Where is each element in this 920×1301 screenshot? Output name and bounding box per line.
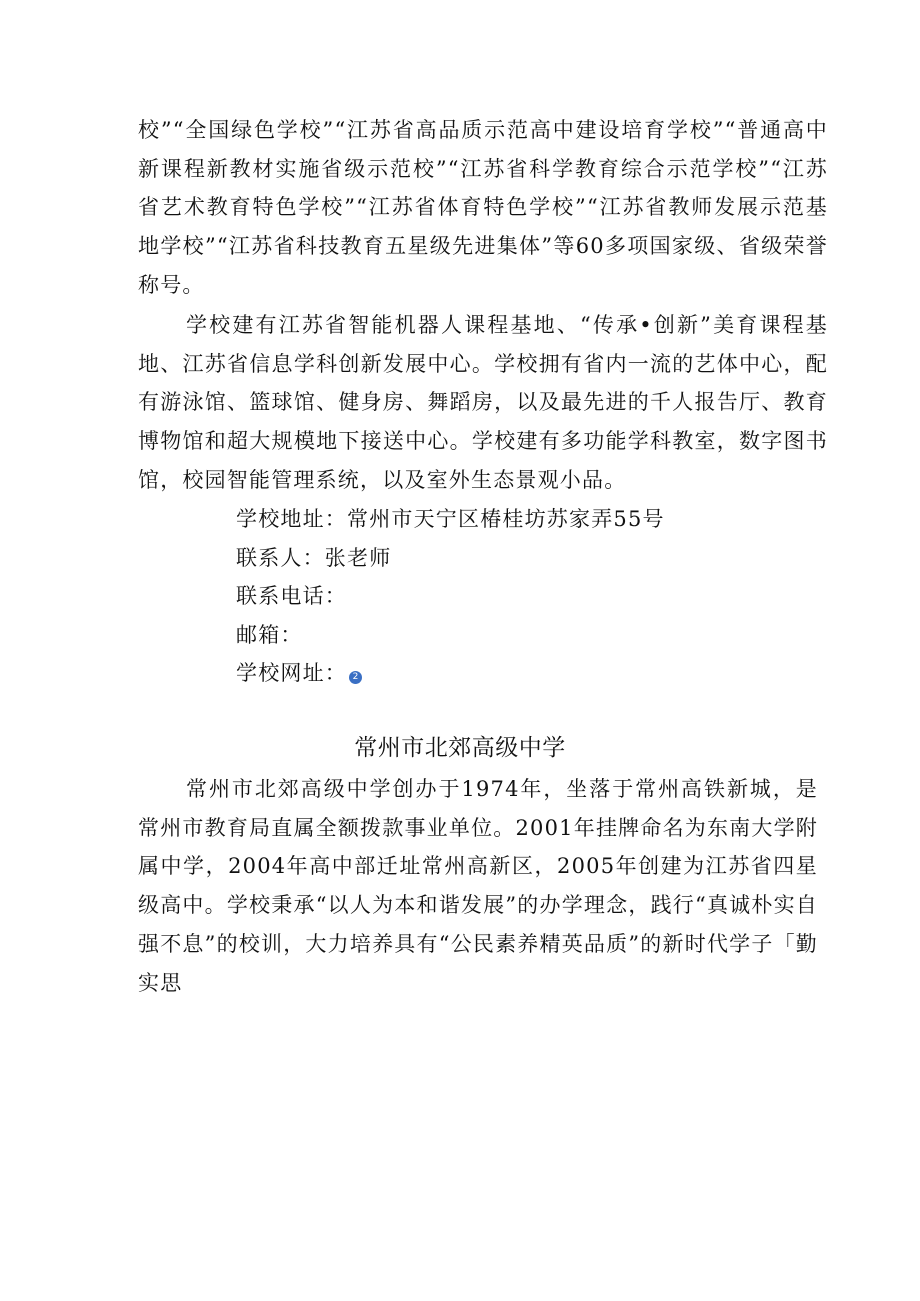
contact-person-text: 联系人：张老师 [236,545,392,570]
contact-address-text: 学校地址：常州市天宁区椿桂坊苏家弄55号 [236,507,665,531]
facilities-paragraph: 学校建有江苏省智能机器人课程基地、“传承•创新”美育课程基地、江苏省信息学科创新发展中心。学校拥有省内一流的艺体中心，配有游泳馆、篮球馆、健身房、舞蹈房，以及最先进的千人报告厅、教育博物馆和超大规模地下接送中心。学校建有多功能学科教室，数字图书馆，校园智能管理系统，以及室外生态景观小品。 [138,313,828,492]
contact-address [236,500,796,539]
beijiao-intro-paragraph: 常州市北郊高级中学创办于1974年，坐落于常州高铁新城，是常州市教育局直属全额拨款事业单位。2001年挂牌命名为东南大学附属中学，2004年高中部迁址常州高新区，2005年创建为江苏省四星级高中。学校秉承“以人为本和谐发展”的办学理念，践行“真诚朴实自强不息”的校训，大力培养具有“公民素养精英品质”的新时代学子「勤实思 [138,777,818,995]
contact-website [236,654,796,693]
contact-info [236,500,796,693]
honors-paragraph: 校”“全国绿色学校”“江苏省高品质示范高中建设培育学校”“普通高中新课程新教材实施省级示范校”“江苏省科学教育综合示范学校”“江苏省艺术教育特色学校”“江苏省体育特色学校”“江苏省教师发展示范基地学校”“江苏省科技教育五星级先进集体”等60多项国家级、省级荣誉称号。 [138,118,828,297]
contact-email-label: 邮箱： [236,622,303,647]
link-badge-icon[interactable]: 2 [349,671,362,684]
contact-person [236,539,796,578]
section-title: 常州市北郊高级中学 [354,735,566,761]
contact-website-label: 学校网址： [236,661,347,685]
contact-email [236,616,796,655]
contact-phone [236,577,796,616]
contact-phone-label: 联系电话： [236,584,347,608]
